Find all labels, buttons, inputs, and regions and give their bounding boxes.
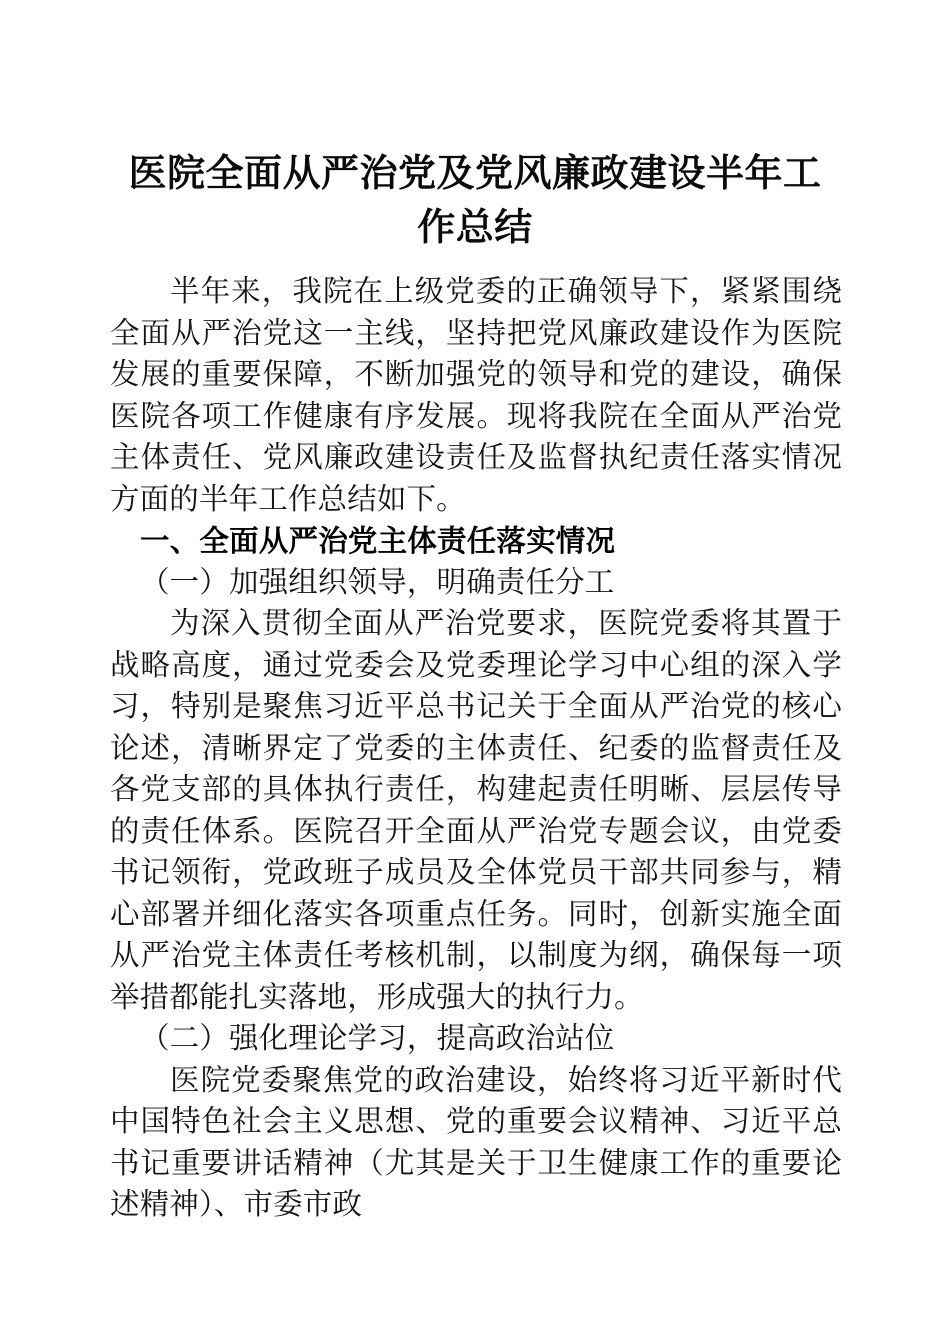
section-heading-1: 一、全面从严治党主体责任落实情况: [140, 525, 616, 558]
subsection-heading-1-1: （一）加强组织领导，明确责任分工: [140, 566, 615, 599]
paragraph-1-2: 医院党委聚焦党的政治建设，始终将习近平新时代中国特色社会主义思想、党的重要会议精神、习近平总书记重要讲话精神（尤其是关于卫生健康工作的重要论述精神）、市委市政: [110, 1064, 842, 1221]
document-body: [110, 272, 842, 1227]
paragraph-1-1: 为深入贯彻全面从严治党要求，医院党委将其置于战略高度，通过党委会及党委理论学习中心组的深入学习，特别是聚焦习近平总书记关于全面从严治党的核心论述，清晰界定了党委的主体责任、纪委的监督责任及各党支部的具体执行责任，构建起责任明晰、层层传导的责任体系。医院召开全面从严治党专题会议，由党委书记领衔，党政班子成员及全体党员干部共同参与，精心部署并细化落实各项重点任务。同时，创新实施全面从严治党主体责任考核机制，以制度为纲，确保每一项举措都能扎实落地，形成强大的执行力。: [110, 608, 842, 1014]
intro-paragraph: 半年来，我院在上级党委的正确领导下，紧紧围绕全面从严治党这一主线，坚持把党风廉政建设作为医院发展的重要保障，不断加强党的领导和党的建设，确保医院各项工作健康有序发展。现将我院在全面从严治党主体责任、党风廉政建设责任及监督执纪责任落实情况方面的半年工作总结如下。: [110, 276, 842, 516]
subsection-heading-1-2: （二）强化理论学习，提高政治站位: [140, 1023, 615, 1055]
page-title: 医院全面从严治党及党风廉政建设半年工作总结: [128, 153, 822, 250]
